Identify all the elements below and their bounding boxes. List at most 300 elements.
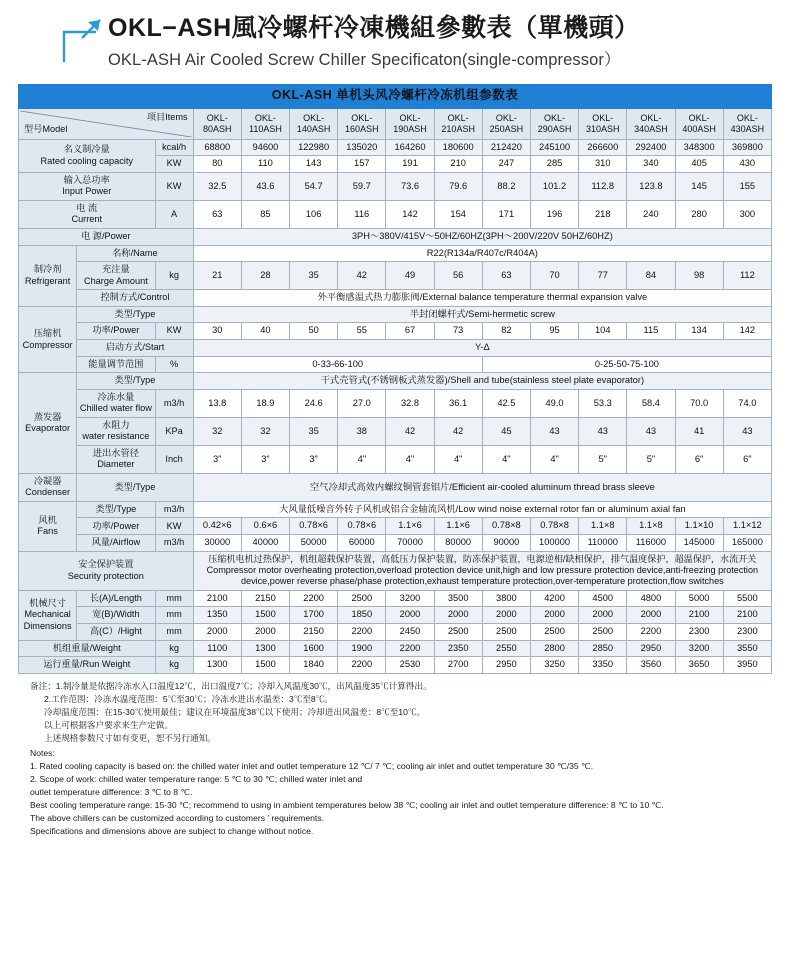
table-row bbox=[19, 657, 772, 674]
row-label-fans-en: Fans bbox=[37, 526, 58, 537]
cell: 98 bbox=[675, 262, 723, 290]
cell: 300 bbox=[723, 200, 771, 228]
cell: 1.1×6 bbox=[386, 518, 434, 535]
table-banner-row bbox=[19, 84, 772, 108]
cell: 2500 bbox=[482, 623, 530, 640]
page-title-en: OKL-ASH Air Cooled Screw Chiller Specificaton(single-compressor） bbox=[108, 50, 621, 69]
cell: 4" bbox=[386, 445, 434, 473]
cell: 142 bbox=[386, 200, 434, 228]
cell-compressor-start: Y-Δ bbox=[193, 340, 771, 357]
row-label-evaporator-cn: 蒸发器 bbox=[33, 411, 62, 422]
cell: 2100 bbox=[723, 607, 771, 624]
cell: 123.8 bbox=[627, 172, 675, 200]
cell: 80000 bbox=[434, 535, 482, 552]
cell: 5000 bbox=[675, 590, 723, 607]
security-text-cn: 压缩机电机过热保护，机组超载保护装置，高低压力保护装置，防冻保护装置，电源逆相/缺相保护，排气温度保护，超温保护，水流开关 bbox=[208, 553, 757, 564]
unit-length: mm bbox=[155, 590, 193, 607]
cell: 70 bbox=[530, 262, 578, 290]
unit-cooling-kcal: kcal/h bbox=[155, 139, 193, 156]
cell: 4" bbox=[530, 445, 578, 473]
cell: 247 bbox=[482, 156, 530, 173]
row-label-refrigerant-name: 名称/Name bbox=[77, 245, 193, 262]
corner-header-cell bbox=[19, 108, 194, 139]
cell: 1350 bbox=[193, 607, 241, 624]
cell: 2450 bbox=[386, 623, 434, 640]
cell: 1.1×8 bbox=[627, 518, 675, 535]
row-label-charge-cn: 充注量 bbox=[102, 264, 130, 275]
row-label-evaporator-en: Evaporator bbox=[25, 423, 71, 434]
cell: 3950 bbox=[723, 657, 771, 674]
cell-compressor-type: 半封闭螺杆式/Semi-hermetic screw bbox=[193, 306, 771, 323]
cell: 2200 bbox=[627, 623, 675, 640]
cell: 43 bbox=[530, 417, 578, 445]
row-label-fans-cn: 风机 bbox=[38, 514, 57, 525]
cell: 54.7 bbox=[290, 172, 338, 200]
cell: 43.6 bbox=[241, 172, 289, 200]
row-label-refrigerant-control: 控制方式/Control bbox=[77, 290, 193, 307]
cell: 40 bbox=[241, 323, 289, 340]
row-label-diameter-en: Diameter bbox=[97, 459, 135, 470]
cell: 218 bbox=[579, 200, 627, 228]
table-row bbox=[19, 290, 772, 307]
row-label-fans-power: 功率/Power bbox=[77, 518, 155, 535]
spec-table-wrapper bbox=[0, 76, 790, 674]
cell: 2150 bbox=[290, 623, 338, 640]
cell: 1.1×6 bbox=[434, 518, 482, 535]
cell: 2700 bbox=[434, 657, 482, 674]
note-en-1: 1. Rated cooling capacity is based on: the chilled water inlet and outlet temperature 12 ℃/ 7 ℃; cooling air inlet and outlet temperature 30 ℃/35 ℃. bbox=[30, 761, 594, 772]
cell: 55 bbox=[338, 323, 386, 340]
cell: 3200 bbox=[386, 590, 434, 607]
row-label-current-cn: 电 流 bbox=[76, 202, 98, 213]
cell: 145000 bbox=[675, 535, 723, 552]
cell: 3550 bbox=[723, 640, 771, 657]
model-col-8: OKL-290ASH bbox=[530, 108, 578, 139]
unit-current: A bbox=[155, 200, 193, 228]
cell: 32 bbox=[193, 417, 241, 445]
row-label-width: 宽(B)/Width bbox=[77, 607, 155, 624]
cell: 104 bbox=[579, 323, 627, 340]
row-label-security-en: Security protection bbox=[67, 570, 144, 581]
cell: 2000 bbox=[482, 607, 530, 624]
cell-refrigerant-name: R22(R134a/R407c/R404A) bbox=[193, 245, 771, 262]
unit-cooling-kw: KW bbox=[155, 156, 193, 173]
row-label-chilled-flow-en: Chilled water flow bbox=[79, 403, 152, 414]
row-label-cooling-en: Rated cooling capacity bbox=[40, 155, 133, 166]
cell: 3250 bbox=[530, 657, 578, 674]
cell: 106 bbox=[290, 200, 338, 228]
cell: 1300 bbox=[241, 640, 289, 657]
row-label-compressor-type: 类型/Type bbox=[77, 306, 193, 323]
cell: 77 bbox=[579, 262, 627, 290]
cell: 43 bbox=[627, 417, 675, 445]
table-row bbox=[19, 590, 772, 607]
table-row bbox=[19, 373, 772, 390]
model-col-1: OKL-80ASH bbox=[193, 108, 241, 139]
table-row bbox=[19, 306, 772, 323]
cell: 40000 bbox=[241, 535, 289, 552]
note-en-4: Best cooling temperature range: 15-30 ℃; recommend to using in ambient temperatures below 38 ℃; cooling air inlet and outlet temperature difference: 8 ℃ to 10 ℃. bbox=[30, 800, 664, 811]
cell: 154 bbox=[434, 200, 482, 228]
cell: 245100 bbox=[530, 139, 578, 156]
row-label-fans bbox=[19, 501, 77, 551]
cell: 42 bbox=[434, 417, 482, 445]
model-col-3: OKL-140ASH bbox=[290, 108, 338, 139]
row-label-compressor-cn: 压缩机 bbox=[33, 328, 62, 339]
row-label-compressor-en: Compressor bbox=[22, 339, 73, 350]
cell: 1600 bbox=[290, 640, 338, 657]
cell: 155 bbox=[723, 172, 771, 200]
note-cn-5: 上述规格参数尺寸如有变更，恕不另行通知。 bbox=[44, 733, 216, 744]
note-en-2: 2. Scope of work: chilled water temperature range: 5 ℃ to 30 ℃; chilled water inlet and bbox=[30, 774, 363, 785]
cell: 212420 bbox=[482, 139, 530, 156]
row-label-current bbox=[19, 200, 156, 228]
page-title-cn: OKL−ASH風冷螺杆冷凍機組參數表（單機頭） bbox=[108, 14, 640, 42]
row-label-refrigerant-en: Refrigerant bbox=[24, 275, 71, 286]
unit-run-weight: kg bbox=[155, 657, 193, 674]
cell: 157 bbox=[338, 156, 386, 173]
cell: 1500 bbox=[241, 607, 289, 624]
cell: 2000 bbox=[530, 607, 578, 624]
cell: 6" bbox=[675, 445, 723, 473]
cell: 266600 bbox=[579, 139, 627, 156]
cell: 100000 bbox=[530, 535, 578, 552]
cell: 180600 bbox=[434, 139, 482, 156]
row-label-fans-airflow: 风量/Airflow bbox=[77, 535, 155, 552]
unit-height: mm bbox=[155, 623, 193, 640]
cell: 3350 bbox=[579, 657, 627, 674]
row-label-chilled-flow bbox=[77, 389, 155, 417]
unit-diameter: Inch bbox=[155, 445, 193, 473]
cell: 90000 bbox=[482, 535, 530, 552]
cell: 116000 bbox=[627, 535, 675, 552]
cell: 134 bbox=[675, 323, 723, 340]
table-row bbox=[19, 551, 772, 590]
cell: 115 bbox=[627, 323, 675, 340]
row-label-current-en: Current bbox=[71, 214, 103, 225]
cell: 24.6 bbox=[290, 389, 338, 417]
unit-chilled-flow: m3/h bbox=[155, 389, 193, 417]
cell: 110000 bbox=[579, 535, 627, 552]
cell: 43 bbox=[723, 417, 771, 445]
cell: 1100 bbox=[193, 640, 241, 657]
model-col-12: OKL-430ASH bbox=[723, 108, 771, 139]
cell: 63 bbox=[482, 262, 530, 290]
cell: 32.5 bbox=[193, 172, 241, 200]
row-label-security-cn: 安全保护装置 bbox=[78, 559, 134, 570]
cell: 21 bbox=[193, 262, 241, 290]
cell: 191 bbox=[386, 156, 434, 173]
cell: 348300 bbox=[675, 139, 723, 156]
model-col-7: OKL-250ASH bbox=[482, 108, 530, 139]
cell: 2100 bbox=[675, 607, 723, 624]
cell: 210 bbox=[434, 156, 482, 173]
cell: 340 bbox=[627, 156, 675, 173]
cell: 0.78×8 bbox=[530, 518, 578, 535]
model-col-4: OKL-160ASH bbox=[338, 108, 386, 139]
cell: 70.0 bbox=[675, 389, 723, 417]
cell: 35 bbox=[290, 417, 338, 445]
cell: 38 bbox=[338, 417, 386, 445]
cell: 2500 bbox=[338, 590, 386, 607]
cell: 1.1×8 bbox=[579, 518, 627, 535]
cell: 142 bbox=[723, 323, 771, 340]
model-col-9: OKL-310ASH bbox=[579, 108, 627, 139]
cell: 135020 bbox=[338, 139, 386, 156]
corner-label-model: 型号Model bbox=[24, 124, 68, 135]
cell: 4500 bbox=[579, 590, 627, 607]
cell: 369800 bbox=[723, 139, 771, 156]
cell: 122980 bbox=[290, 139, 338, 156]
cell: 82 bbox=[482, 323, 530, 340]
cell: 4200 bbox=[530, 590, 578, 607]
cell: 4" bbox=[338, 445, 386, 473]
unit-water-resistance: KPa bbox=[155, 417, 193, 445]
cell: 2000 bbox=[193, 623, 241, 640]
cell: 3" bbox=[193, 445, 241, 473]
note-cn-3: 冷却温度范围：在15-30℃使用最佳；建议在环境温度38℃以下使用；冷却进出风温差：8℃至10℃。 bbox=[44, 706, 426, 717]
row-label-dimensions-en2: Dimensions bbox=[23, 620, 72, 631]
row-label-run-weight: 运行重量/Run Weight bbox=[19, 657, 156, 674]
row-label-water-resistance bbox=[77, 417, 155, 445]
table-row bbox=[19, 323, 772, 340]
cell: 80 bbox=[193, 156, 241, 173]
row-label-water-resistance-en: water resistance bbox=[82, 431, 150, 442]
cell: 2500 bbox=[579, 623, 627, 640]
cell: 3200 bbox=[675, 640, 723, 657]
cell-condenser-type: 空气冷却式高效内螺纹铜管套铝片/Efficient air-cooled aluminum thread brass sleeve bbox=[193, 473, 771, 501]
cell-capacity-left: 0-33-66-100 bbox=[193, 356, 482, 373]
cell: 2950 bbox=[627, 640, 675, 657]
note-en-5: The above chillers can be customized according to customers ' requirements. bbox=[30, 813, 324, 824]
cell: 49.0 bbox=[530, 389, 578, 417]
cell-capacity-right: 0-25-50-75-100 bbox=[482, 356, 771, 373]
arrow-logo-icon bbox=[60, 18, 104, 64]
cell: 2950 bbox=[482, 657, 530, 674]
row-label-condenser-type: 类型/Type bbox=[77, 473, 193, 501]
cell: 2300 bbox=[723, 623, 771, 640]
row-label-water-resistance-cn: 水阻力 bbox=[102, 419, 130, 430]
row-label-compressor bbox=[19, 306, 77, 372]
cell: 1850 bbox=[338, 607, 386, 624]
page-header bbox=[0, 0, 790, 76]
cell: 145 bbox=[675, 172, 723, 200]
table-row bbox=[19, 518, 772, 535]
table-row bbox=[19, 501, 772, 518]
cell: 43 bbox=[579, 417, 627, 445]
row-label-evaporator bbox=[19, 373, 77, 474]
row-label-height: 高(C）/Hight bbox=[77, 623, 155, 640]
cell: 4" bbox=[434, 445, 482, 473]
cell: 73 bbox=[434, 323, 482, 340]
cell: 240 bbox=[627, 200, 675, 228]
row-label-cooling bbox=[19, 139, 156, 172]
note-cn-1: 备注：1.制冷量是依据冷冻水入口温度12℃，出口温度7℃；冷却入风温度30℃，出风温度35℃计算得出。 bbox=[30, 680, 432, 691]
cell: 2000 bbox=[241, 623, 289, 640]
cell: 1840 bbox=[290, 657, 338, 674]
cell: 2300 bbox=[675, 623, 723, 640]
cell: 1.1×12 bbox=[723, 518, 771, 535]
cell: 36.1 bbox=[434, 389, 482, 417]
cell: 0.42×6 bbox=[193, 518, 241, 535]
cell: 2500 bbox=[434, 623, 482, 640]
cell: 171 bbox=[482, 200, 530, 228]
corner-label-items: 项目Items bbox=[146, 111, 188, 122]
note-en-6: Specifications and dimensions above are subject to change without notice. bbox=[30, 826, 314, 837]
cell: 41 bbox=[675, 417, 723, 445]
row-label-evaporator-type: 类型/Type bbox=[77, 373, 193, 390]
row-label-dimensions bbox=[19, 590, 77, 640]
note-en-3: outlet temperature difference: 3 ℃ to 8 ℃. bbox=[30, 787, 193, 798]
row-label-dimensions-en1: Mechanical bbox=[24, 609, 71, 620]
cell: 1.1×10 bbox=[675, 518, 723, 535]
row-label-refrigerant-cn: 制冷剂 bbox=[33, 264, 62, 275]
cell: 53.3 bbox=[579, 389, 627, 417]
cell: 94600 bbox=[241, 139, 289, 156]
cell: 1300 bbox=[193, 657, 241, 674]
row-label-condenser-en: Condenser bbox=[25, 487, 71, 498]
model-col-2: OKL-110ASH bbox=[241, 108, 289, 139]
cell: 112.8 bbox=[579, 172, 627, 200]
unit-width: mm bbox=[155, 607, 193, 624]
cell: 143 bbox=[290, 156, 338, 173]
cell: 310 bbox=[579, 156, 627, 173]
table-banner: OKL-ASH 单机头风冷螺杆冷冻机组参数表 bbox=[19, 84, 772, 108]
table-row bbox=[19, 139, 772, 156]
cell: 85 bbox=[241, 200, 289, 228]
header-titles bbox=[108, 14, 640, 70]
unit-net-weight: kg bbox=[155, 640, 193, 657]
cell: 5" bbox=[627, 445, 675, 473]
cell: 18.9 bbox=[241, 389, 289, 417]
cell: 63 bbox=[193, 200, 241, 228]
cell: 58.4 bbox=[627, 389, 675, 417]
cell: 50 bbox=[290, 323, 338, 340]
cell-power-supply: 3PH～380V/415V～50HZ/60HZ(3PH～200V/220V 50HZ/60HZ) bbox=[193, 228, 771, 245]
table-row bbox=[19, 172, 772, 200]
cell-evaporator-type: 干式壳管式(不锈钢板式蒸发器)/Shell and tube(stainless steel plate evaporator) bbox=[193, 373, 771, 390]
table-row bbox=[19, 607, 772, 624]
cell: 79.6 bbox=[434, 172, 482, 200]
unit-fans-airflow: m3/h bbox=[155, 535, 193, 552]
row-label-charge-en: Charge Amount bbox=[83, 275, 148, 286]
cell: 2350 bbox=[434, 640, 482, 657]
cell: 0.78×6 bbox=[290, 518, 338, 535]
cell: 292400 bbox=[627, 139, 675, 156]
row-label-compressor-start: 启动方式/Start bbox=[77, 340, 193, 357]
table-row bbox=[19, 356, 772, 373]
row-label-diameter-cn: 进出水管径 bbox=[92, 447, 139, 458]
cell: 196 bbox=[530, 200, 578, 228]
cell: 2150 bbox=[241, 590, 289, 607]
cell: 27.0 bbox=[338, 389, 386, 417]
cell: 2200 bbox=[386, 640, 434, 657]
cell: 3560 bbox=[627, 657, 675, 674]
cell: 2530 bbox=[386, 657, 434, 674]
row-label-chilled-flow-cn: 冷冻水量 bbox=[97, 391, 135, 402]
note-cn-2: 2.工作范围：冷冻水温度范围：5℃至30℃；冷冻水进出水温差：3℃至8℃。 bbox=[44, 693, 333, 704]
row-label-input-power-en: Input Power bbox=[62, 186, 112, 197]
table-row bbox=[19, 245, 772, 262]
cell: 84 bbox=[627, 262, 675, 290]
cell: 35 bbox=[290, 262, 338, 290]
row-label-charge bbox=[77, 262, 155, 290]
cell: 45 bbox=[482, 417, 530, 445]
unit-fans-power: KW bbox=[155, 518, 193, 535]
cell: 4800 bbox=[627, 590, 675, 607]
cell: 116 bbox=[338, 200, 386, 228]
cell: 2200 bbox=[338, 623, 386, 640]
cell-refrigerant-control: 外平衡感温式热力膨胀阀/External balance temperature thermal expansion valve bbox=[193, 290, 771, 307]
cell: 101.2 bbox=[530, 172, 578, 200]
row-label-fans-type: 类型/Type bbox=[77, 501, 155, 518]
notes-section bbox=[0, 674, 790, 839]
row-label-condenser-cn: 冷凝器 bbox=[33, 475, 62, 486]
notes-en-title: Notes: bbox=[30, 748, 55, 759]
cell: 1900 bbox=[338, 640, 386, 657]
table-row bbox=[19, 640, 772, 657]
cell: 2000 bbox=[579, 607, 627, 624]
table-row bbox=[19, 200, 772, 228]
row-label-power-supply: 电 源/Power bbox=[19, 228, 194, 245]
cell: 2100 bbox=[193, 590, 241, 607]
cell: 2550 bbox=[482, 640, 530, 657]
cell: 405 bbox=[675, 156, 723, 173]
cell-security-text bbox=[193, 551, 771, 590]
cell: 2000 bbox=[434, 607, 482, 624]
cell: 30000 bbox=[193, 535, 241, 552]
row-label-security bbox=[19, 551, 194, 590]
row-label-compressor-power: 功率/Power bbox=[77, 323, 155, 340]
cell: 50000 bbox=[290, 535, 338, 552]
cell: 32 bbox=[241, 417, 289, 445]
cell: 95 bbox=[530, 323, 578, 340]
cell: 2000 bbox=[627, 607, 675, 624]
cell: 2200 bbox=[290, 590, 338, 607]
cell: 164260 bbox=[386, 139, 434, 156]
row-label-condenser bbox=[19, 473, 77, 501]
row-label-diameter bbox=[77, 445, 155, 473]
model-col-6: OKL-210ASH bbox=[434, 108, 482, 139]
cell: 13.8 bbox=[193, 389, 241, 417]
cell: 6" bbox=[723, 445, 771, 473]
cell: 42.5 bbox=[482, 389, 530, 417]
cell: 110 bbox=[241, 156, 289, 173]
cell: 56 bbox=[434, 262, 482, 290]
unit-capacity-range: % bbox=[155, 356, 193, 373]
model-col-10: OKL-340ASH bbox=[627, 108, 675, 139]
unit-charge: kg bbox=[155, 262, 193, 290]
cell: 0.6×6 bbox=[241, 518, 289, 535]
table-row bbox=[19, 535, 772, 552]
cell: 42 bbox=[338, 262, 386, 290]
table-row bbox=[19, 340, 772, 357]
unit-compressor-power: KW bbox=[155, 323, 193, 340]
unit-fans-type: m3/h bbox=[155, 501, 193, 518]
model-header-row bbox=[19, 108, 772, 139]
row-label-capacity-range: 能量调节范围 bbox=[77, 356, 155, 373]
cell: 2000 bbox=[386, 607, 434, 624]
cell: 0.78×8 bbox=[482, 518, 530, 535]
row-label-net-weight: 机组重量/Weight bbox=[19, 640, 156, 657]
cell: 112 bbox=[723, 262, 771, 290]
cell: 430 bbox=[723, 156, 771, 173]
cell: 280 bbox=[675, 200, 723, 228]
row-label-dimensions-cn: 机械尺寸 bbox=[29, 597, 66, 608]
row-label-input-power-cn: 输入总功率 bbox=[63, 174, 110, 185]
cell: 74.0 bbox=[723, 389, 771, 417]
model-col-5: OKL-190ASH bbox=[386, 108, 434, 139]
